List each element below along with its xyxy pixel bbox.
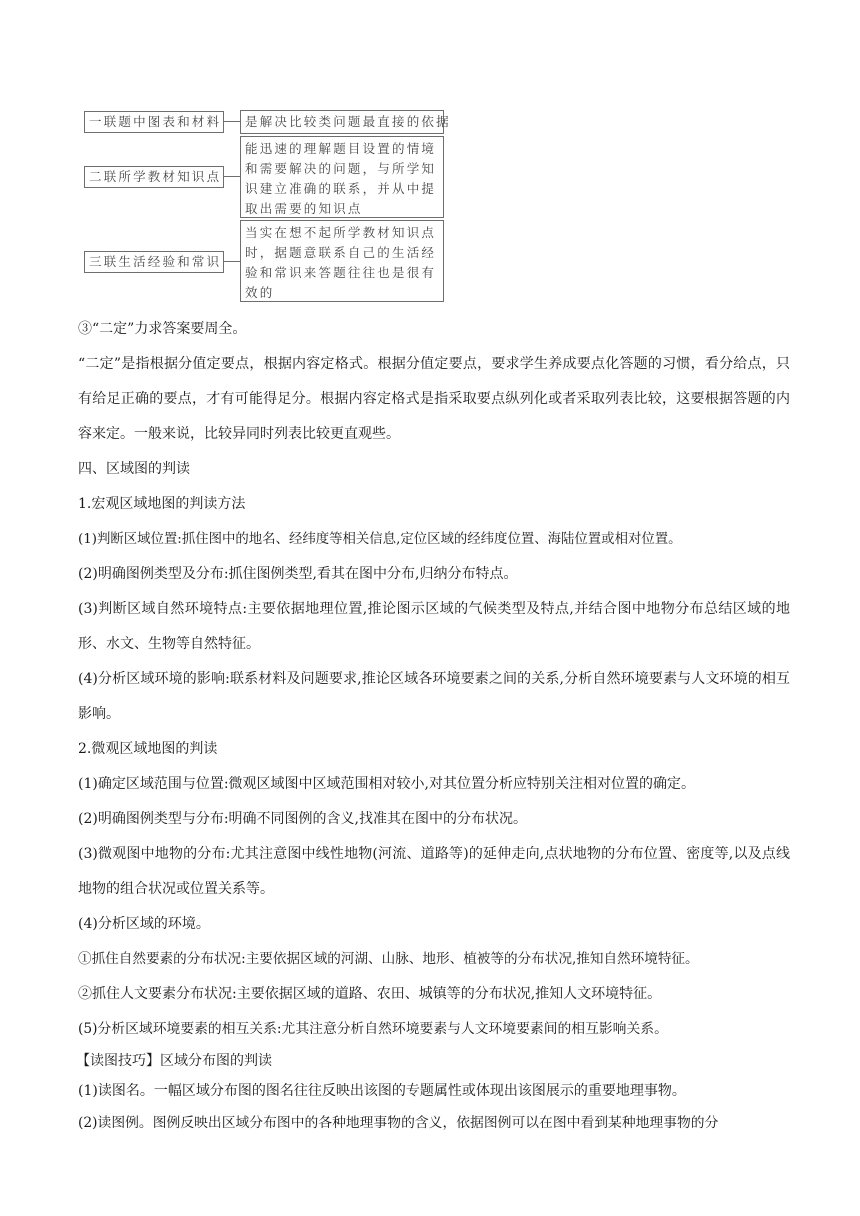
subsection-heading: 1.宏观区域地图的判读方法 [78,496,246,512]
diagram-right-line: 是解决比较类问题最直接的依据 [245,114,451,129]
paragraph: (2)明确图例类型与分布:明确不同图例的含义,找准其在图中的分布状况。 [78,811,527,827]
diagram-connector [224,176,240,177]
body-text [78,312,790,1139]
paragraph: (5)分析区域环境要素的相互关系:尤其注意分析自然环境要素与人文环境要素间的相互影响关系。 [78,1021,668,1037]
diagram-left-label: 一联题中图表和材料 [89,114,222,129]
diagram-right-box-1 [240,110,451,134]
diagram-connector [224,261,240,262]
paragraph: (3)判断区域自然环境特点:主要依据地理位置,推论图示区域的气候类型及特点,并结合图中地物分布总结区域的地形、水文、生物等自然特征。 [78,601,790,652]
diagram-left-box-1 [84,111,224,133]
diagram-right-line: 验和常识来答题往往也是很有 [245,265,437,280]
tip-heading: 【读图技巧】区域分布图的判读 [76,1053,272,1069]
diagram-right-box-2 [240,136,444,218]
flow-diagram [0,0,860,310]
diagram-right-line: 效的 [245,285,275,300]
section-heading: 四、区域图的判读 [78,461,190,477]
paragraph: (2)明确图例类型及分布:抓住图例类型,看其在图中分布,归纳分布特点。 [78,566,518,582]
diagram-left-label: 三联生活经验和常识 [89,254,222,269]
paragraph: ①抓住自然要素的分布状况:主要依据区域的河湖、山脉、地形、植被等的分布状况,推知自然环境特征。 [78,951,699,967]
paragraph: (2)读图例。图例反映出区域分布图中的各种地理事物的含义，依据图例可以在图中看到某种地理事物的分 [78,1115,719,1131]
paragraph: ③“二定”力求答案要周全。 [78,321,247,337]
diagram-right-line: 能迅速的理解题目设置的情境 [245,141,437,156]
diagram-right-line: 当实在想不起所学教材知识点 [245,225,437,240]
diagram-right-line: 取出需要的知识点 [245,201,363,216]
paragraph: ②抓住人文要素分布状况:主要依据区域的道路、农田、城镇等的分布状况,推知人文环境特征。 [78,986,662,1002]
diagram-right-line: 识建立准确的联系，并从中提 [245,181,437,196]
diagram-left-box-2 [84,166,224,188]
diagram-connector [224,121,240,122]
diagram-left-label: 二联所学教材知识点 [89,169,222,184]
paragraph: (4)分析区域的环境。 [78,916,210,932]
paragraph: (1)读图名。一幅区域分布图的图名往往反映出该图的专题属性或体现出该图展示的重要地理事物。 [78,1083,686,1099]
diagram-right-line: 时，据题意联系自己的生活经 [245,245,437,260]
diagram-right-line: 和需要解决的问题，与所学知 [245,161,437,176]
diagram-right-box-3 [240,220,444,302]
paragraph: (1)确定区域范围与位置:微观区域图中区域范围相对较小,对其位置分析应特别关注相对位置的确定。 [78,776,695,792]
paragraph: (3)微观图中地物的分布:尤其注意图中线性地物(河流、道路等)的延伸走向,点状地物的分布位置、密度等,以及点线地物的组合状况或位置关系等。 [78,846,790,897]
paragraph: (4)分析区域环境的影响:联系材料及问题要求,推论区域各环境要素之间的关系,分析自然环境要素与人文环境的相互影响。 [78,671,790,722]
subsection-heading: 2.微观区域地图的判读 [78,741,218,757]
paragraph: (1)判断区域位置:抓住图中的地名、经纬度等相关信息,定位区域的经纬度位置、海陆位置或相对位置。 [78,532,682,547]
paragraph: “二定”是指根据分值定要点，根据内容定格式。根据分值定要点，要求学生养成要点化答题的习惯，看分给点，只有给足正确的要点，才有可能得足分。根据内容定格式是指采取要点纵列化或者采取列表比较，这要根据答题的内容来定。一般来说，比较异同时列表比较更直观些。 [78,356,790,442]
diagram-left-box-3 [84,251,224,273]
